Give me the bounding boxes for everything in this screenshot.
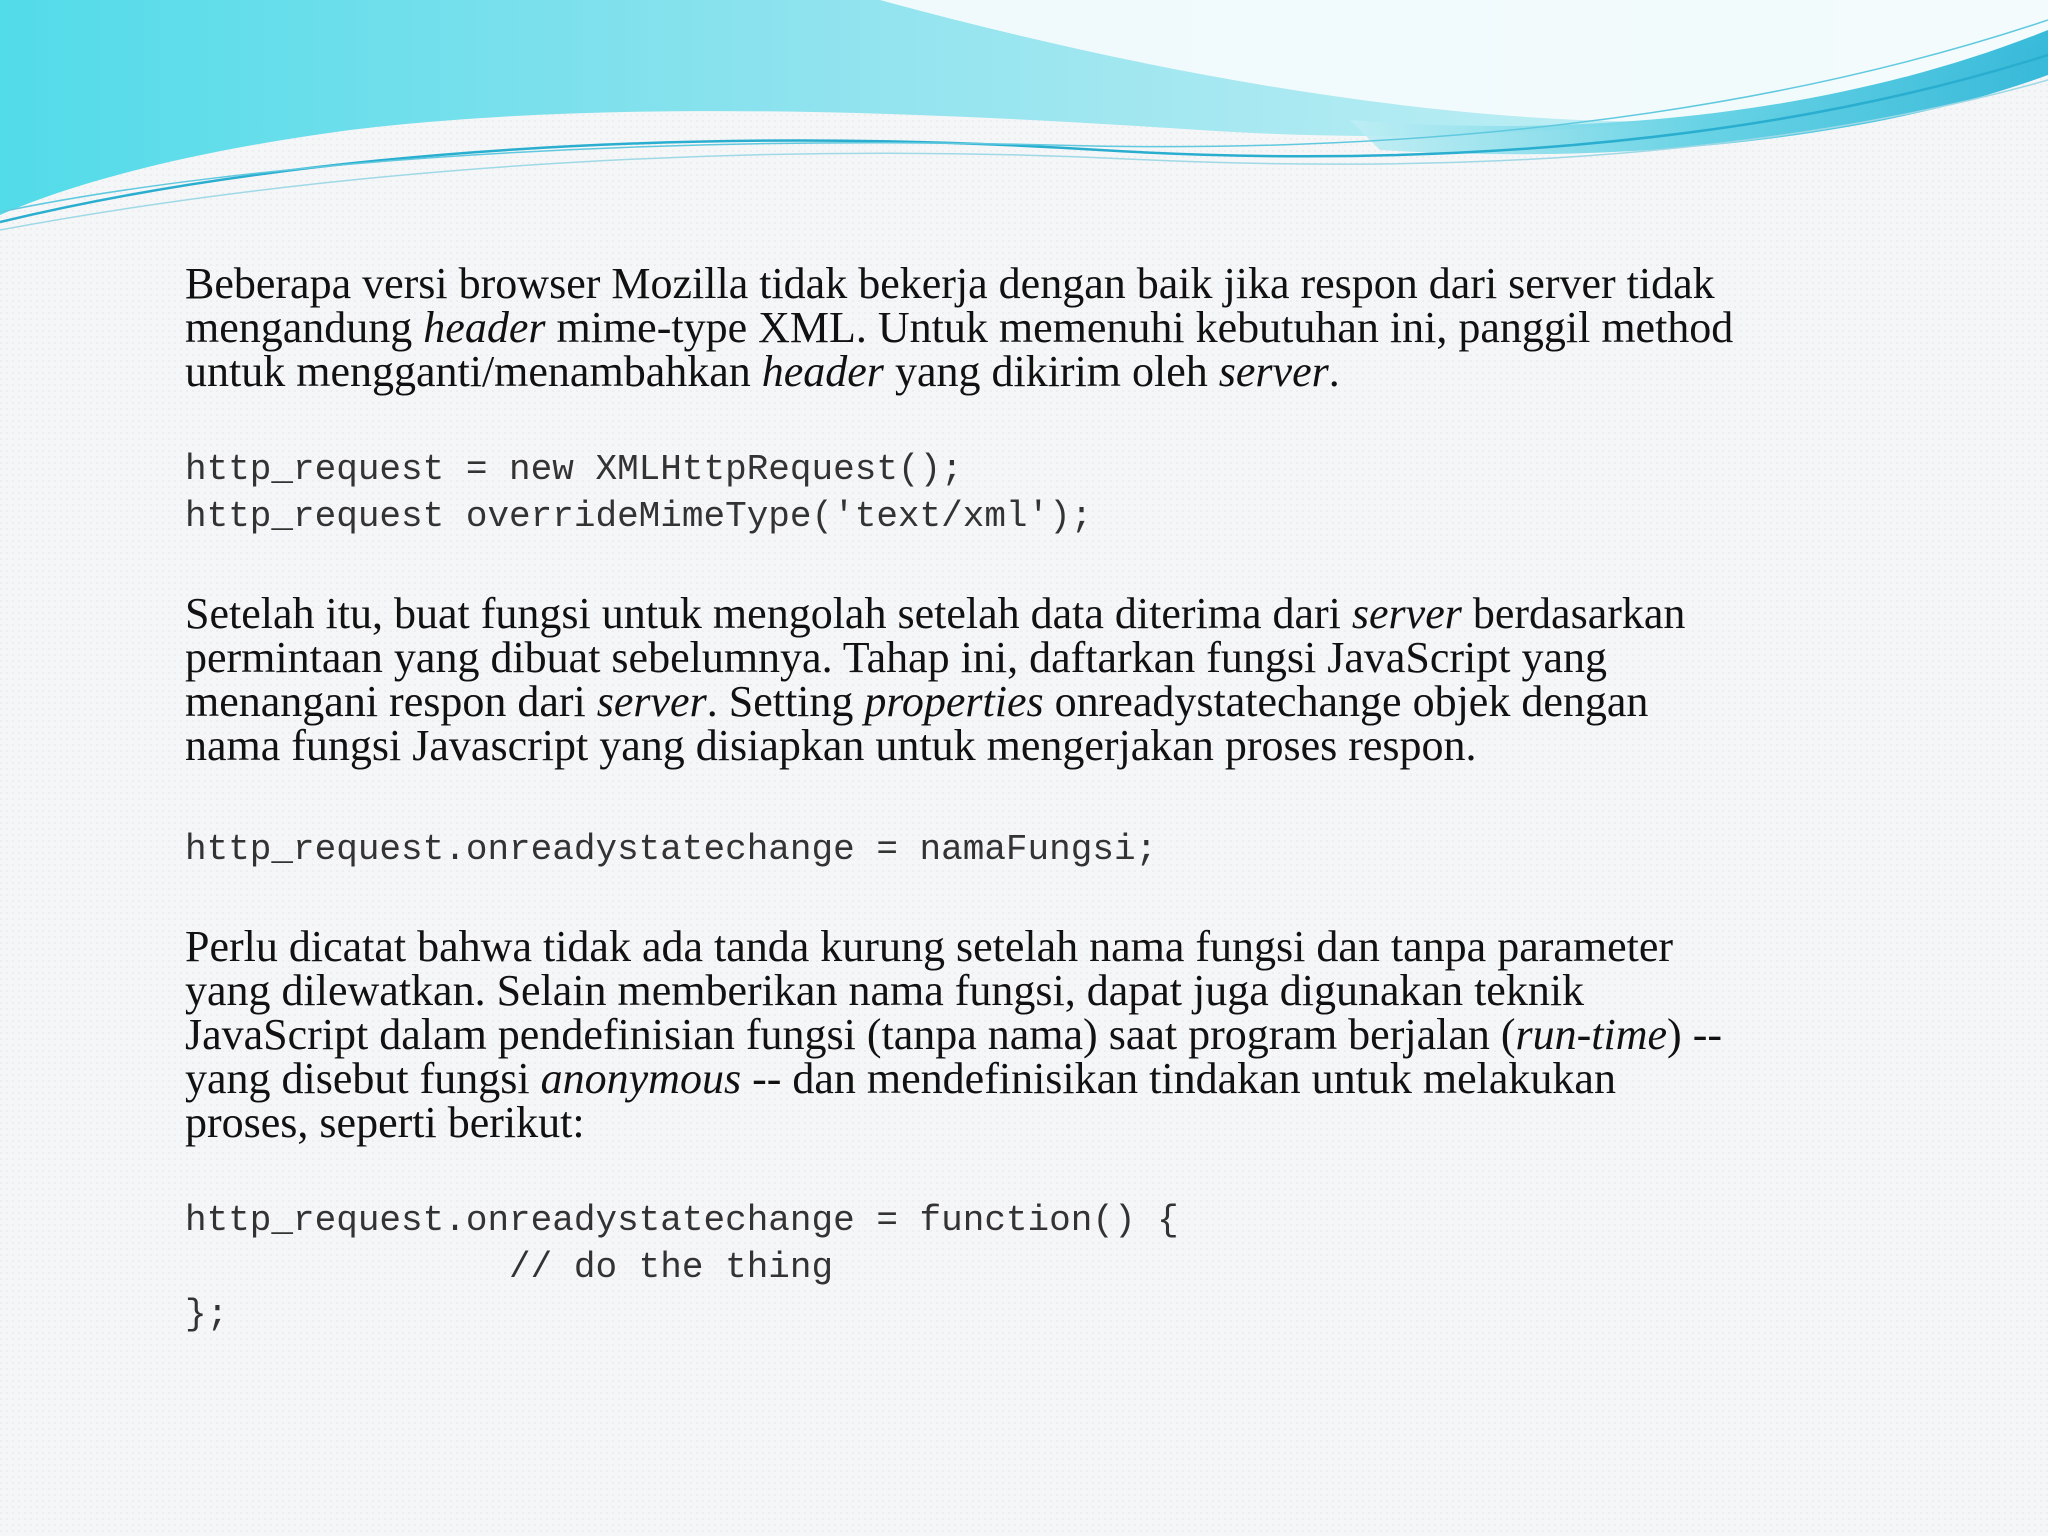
italic-term: properties: [864, 677, 1044, 726]
paragraph-line: Perlu dicatat bahwa tidak ada tanda kurung setelah nama fungsi dan tanpa parameter: [185, 922, 1674, 971]
paragraph-line: [185, 347, 1985, 396]
text-run: Setelah itu, buat fungsi untuk mengolah setelah data diterima dari: [185, 589, 1352, 638]
code-line: };: [185, 1294, 229, 1335]
code-line: // do the thing: [185, 1247, 834, 1288]
paragraph-mime-type: [185, 259, 1985, 396]
text-run: mengandung: [185, 303, 424, 352]
code-line: http_request = new XMLHttpRequest();: [185, 449, 963, 490]
paragraph-line: [185, 677, 1985, 726]
code-block-anonymous-handler: [185, 1197, 1985, 1338]
paragraph-line: [185, 303, 1985, 352]
code-line: http_request.onreadystatechange = function() {: [185, 1200, 1179, 1241]
text-run: berdasarkan: [1461, 589, 1686, 638]
code-block-named-handler: [185, 826, 1985, 873]
text-run: untuk mengganti/menambahkan: [185, 347, 762, 396]
code-line: http_request overrideMimeType('text/xml');: [185, 496, 1093, 537]
header-wave-decoration: [0, 0, 2048, 240]
paragraph-line: [185, 1010, 1985, 1059]
paragraph-line: [185, 1054, 1985, 1103]
italic-term: run-time: [1515, 1010, 1668, 1059]
slide-content: [185, 259, 1985, 1394]
paragraph-line: permintaan yang dibuat sebelumnya. Tahap ini, daftarkan fungsi JavaScript yang: [185, 633, 1608, 682]
text-run: yang dikirim oleh: [883, 347, 1219, 396]
text-run: yang disebut fungsi: [185, 1054, 541, 1103]
text-run: mime-type XML. Untuk memenuhi kebutuhan ini, panggil method: [545, 303, 1734, 352]
italic-term: header: [761, 347, 884, 396]
code-line: http_request.onreadystatechange = namaFungsi;: [185, 829, 1158, 870]
text-run: onreadystatechange objek dengan: [1043, 677, 1649, 726]
paragraph-line: nama fungsi Javascript yang disiapkan untuk mengerjakan proses respon.: [185, 721, 1477, 770]
italic-term: server: [1351, 589, 1462, 638]
paragraph-line: yang dilewatkan. Selain memberikan nama fungsi, dapat juga digunakan teknik: [185, 966, 1585, 1015]
text-run: -- dan mendefinisikan tindakan untuk melakukan: [741, 1054, 1616, 1103]
paragraph-onreadystatechange: [185, 589, 1985, 770]
text-run: JavaScript dalam pendefinisian fungsi (tanpa nama) saat program berjalan (: [185, 1010, 1516, 1059]
italic-term: server: [596, 677, 707, 726]
text-run: .: [1328, 347, 1340, 396]
code-block-override-mime: [185, 446, 1985, 540]
paragraph-line: [185, 589, 1985, 638]
text-run: ) --: [1667, 1010, 1723, 1059]
paragraph-line: proses, seperti berikut:: [185, 1098, 585, 1147]
italic-term: server: [1218, 347, 1329, 396]
text-run: . Setting: [706, 677, 865, 726]
italic-term: header: [423, 303, 546, 352]
text-run: menangani respon dari: [185, 677, 597, 726]
paragraph-anonymous-function: [185, 922, 1985, 1147]
paragraph-line: Beberapa versi browser Mozilla tidak bekerja dengan baik jika respon dari server tidak: [185, 259, 1715, 308]
italic-term: anonymous: [540, 1054, 742, 1103]
